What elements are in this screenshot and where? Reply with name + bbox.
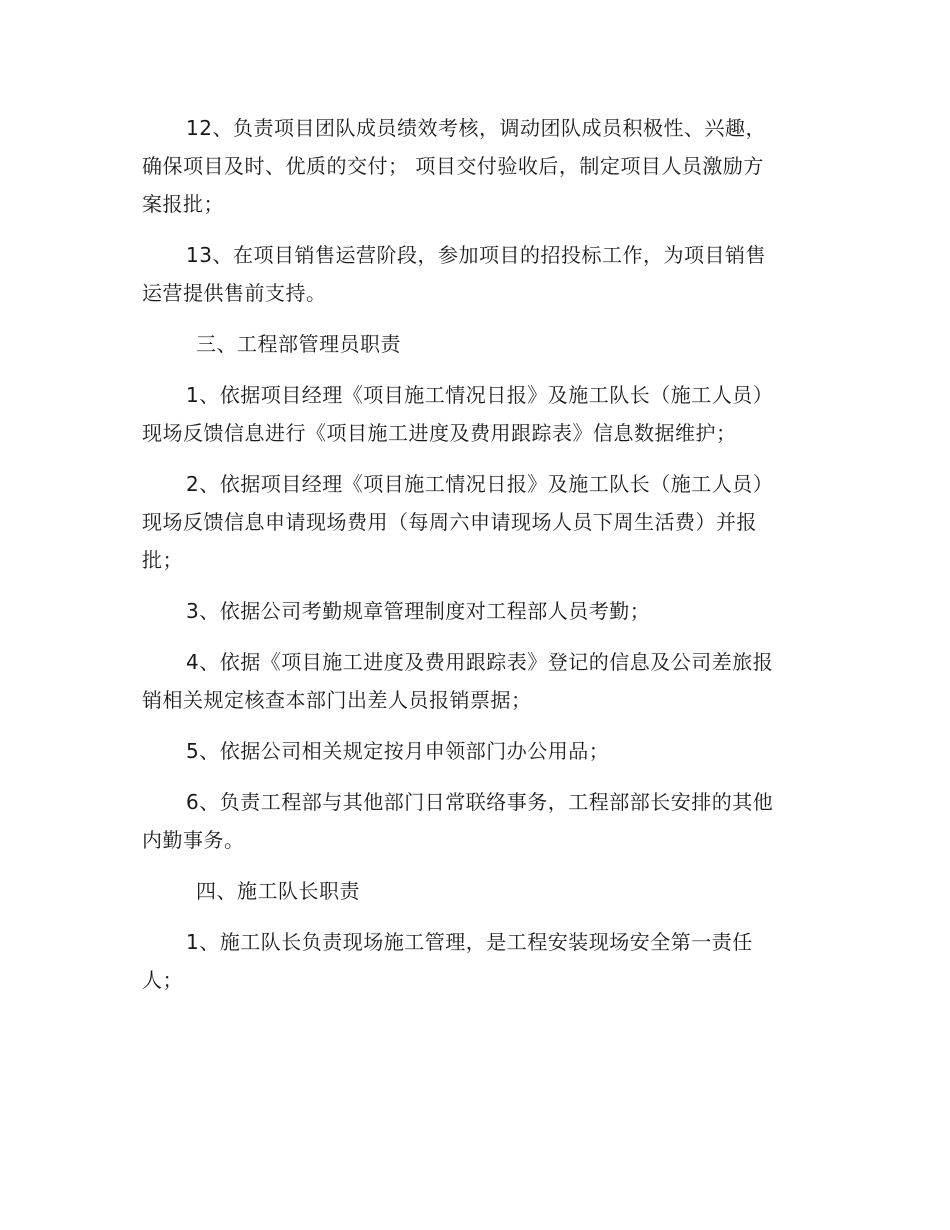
section-heading-4: 四、施工队长职责 (196, 879, 360, 903)
team-leader-item-1-line-1: 1、施工队长负责现场施工管理，是工程安装现场安全第一责任 (186, 930, 753, 954)
item-6-line-1: 6、负责工程部与其他部门日常联络事务，工程部部长安排的其他 (186, 790, 774, 814)
item-4-line-1: 4、依据《项目施工进度及费用跟踪表》登记的信息及公司差旅报 (186, 650, 774, 674)
item-1-line-2: 现场反馈信息进行《项目施工进度及费用跟踪表》信息数据维护； (142, 421, 737, 445)
paragraph-12-line-2: 确保项目及时、优质的交付； 项目交付验收后，制定项目人员激励方 (142, 154, 764, 178)
paragraph-13-line-2: 运营提供售前支持。 (142, 281, 327, 305)
item-6-line-2: 内勤事务。 (142, 828, 245, 852)
paragraph-12-line-3: 案报批； (142, 192, 224, 216)
item-1-line-1: 1、依据项目经理《项目施工情况日报》及施工队长（施工人员） (186, 383, 774, 407)
paragraph-12-line-1: 12、负责项目团队成员绩效考核，调动团队成员积极性、兴趣， (186, 116, 766, 140)
item-2-line-3: 批； (142, 548, 183, 572)
item-5-line-1: 5、依据公司相关规定按月申领部门办公用品； (186, 739, 610, 763)
paragraph-13-line-1: 13、在项目销售运营阶段，参加项目的招投标工作，为项目销售 (186, 243, 766, 267)
item-2-line-2: 现场反馈信息申请现场费用（每周六申请现场人员下周生活费）并报 (142, 510, 757, 534)
team-leader-item-1-line-2: 人； (142, 968, 183, 992)
section-heading-3: 三、工程部管理员职责 (196, 332, 401, 356)
item-2-line-1: 2、依据项目经理《项目施工情况日报》及施工队长（施工人员） (186, 472, 774, 496)
item-4-line-2: 销相关规定核查本部门出差人员报销票据； (142, 688, 532, 712)
item-3-line-1: 3、依据公司考勤规章管理制度对工程部人员考勤； (186, 599, 651, 623)
